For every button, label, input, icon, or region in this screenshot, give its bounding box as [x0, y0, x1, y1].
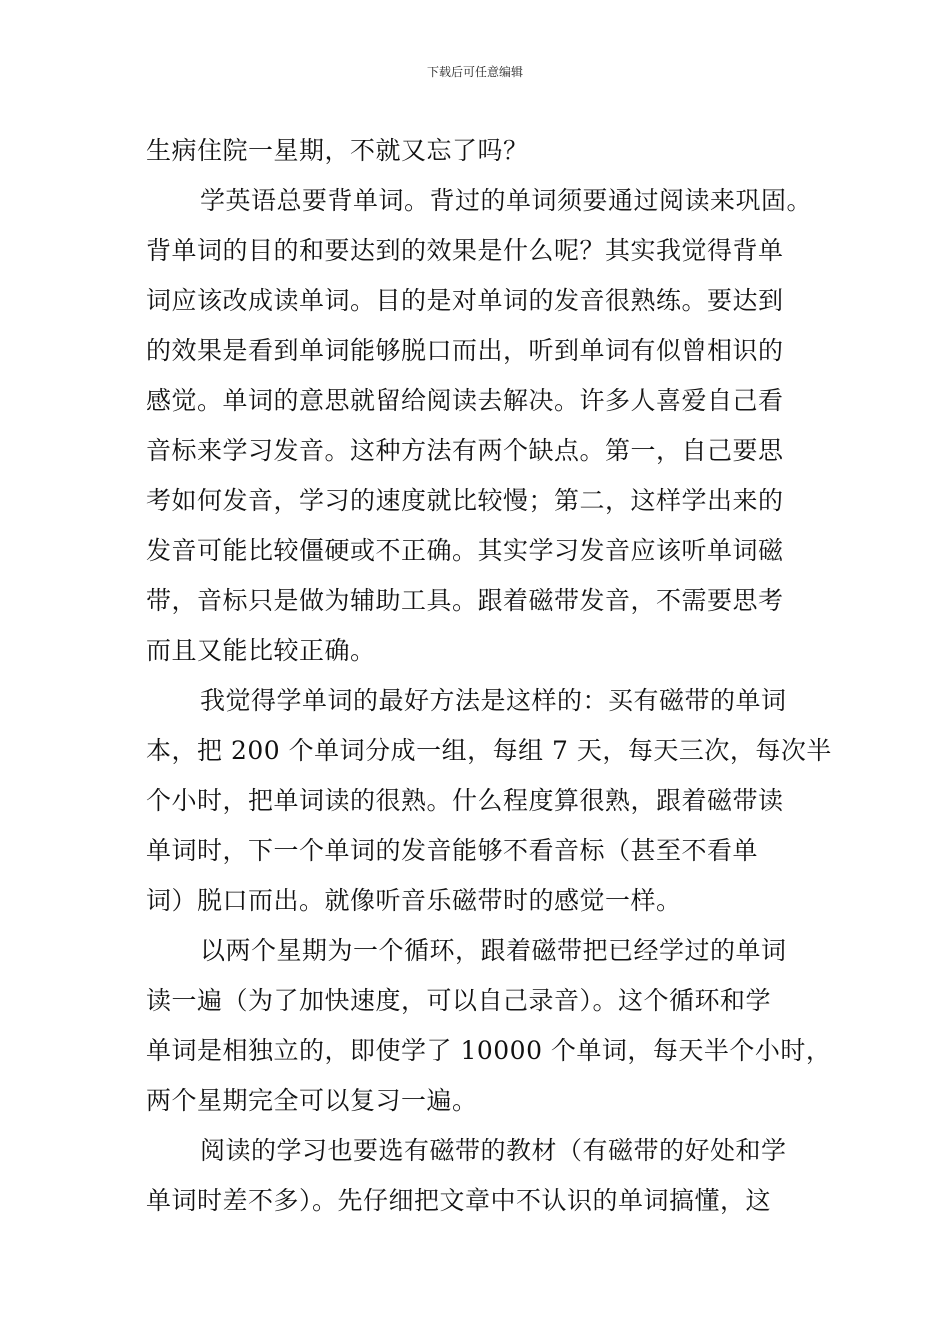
text-line: 本，把 200 个单词分成一组，每组 7 天，每天三次，每次半: [146, 736, 832, 765]
text-line: 词应该改成读单词。目的是对单词的发音很熟练。要达到: [146, 286, 784, 315]
text-line: 个小时，把单词读的很熟。什么程度算很熟，跟着磁带读: [146, 786, 784, 815]
text-line: 单词是相独立的，即使学了 10000 个单词，每天半个小时，: [146, 1036, 832, 1065]
text-line: 发音可能比较僵硬或不正确。其实学习发音应该听单词磁: [146, 536, 784, 565]
document-body: [146, 126, 832, 1226]
text-line: 音标来学习发音。这种方法有两个缺点。第一，自己要思: [146, 436, 784, 465]
text-line: 单词时，下一个单词的发音能够不看音标（甚至不看单: [146, 836, 759, 865]
text-line: 而且又能比较正确。: [146, 636, 376, 665]
text-line: 考如何发音，学习的速度就比较慢；第二，这样学出来的: [146, 486, 784, 515]
text-line: 带，音标只是做为辅助工具。跟着磁带发音，不需要思考: [146, 586, 784, 615]
text-line: 读一遍（为了加快速度，可以自己录音）。这个循环和学: [146, 986, 772, 1015]
text-line: 单词时差不多）。先仔细把文章中不认识的单词搞懂，这: [146, 1186, 772, 1215]
paragraph-first-line: 阅读的学习也要选有磁带的教材（有磁带的好处和学: [200, 1136, 787, 1165]
text-line: 词）脱口而出。就像听音乐磁带时的感觉一样。: [146, 886, 682, 915]
text-line: 的效果是看到单词能够脱口而出，听到单词有似曾相识的: [146, 336, 784, 365]
paragraph-first-line: 以两个星期为一个循环，跟着磁带把已经学过的单词: [200, 936, 787, 965]
text-line: 两个星期完全可以复习一遍。: [146, 1086, 478, 1115]
paragraph-first-line: 学英语总要背单词。背过的单词须要通过阅读来巩固。: [200, 186, 813, 215]
text-line: 背单词的目的和要达到的效果是什么呢？其实我觉得背单: [146, 236, 784, 265]
text-line: 生病住院一星期，不就又忘了吗？: [146, 136, 529, 165]
paragraph-first-line: 我觉得学单词的最好方法是这样的：买有磁带的单词: [200, 686, 787, 715]
text-line: 感觉。单词的意思就留给阅读去解决。许多人喜爱自己看: [146, 386, 784, 415]
page-header: 下载后可任意编辑: [426, 65, 523, 79]
